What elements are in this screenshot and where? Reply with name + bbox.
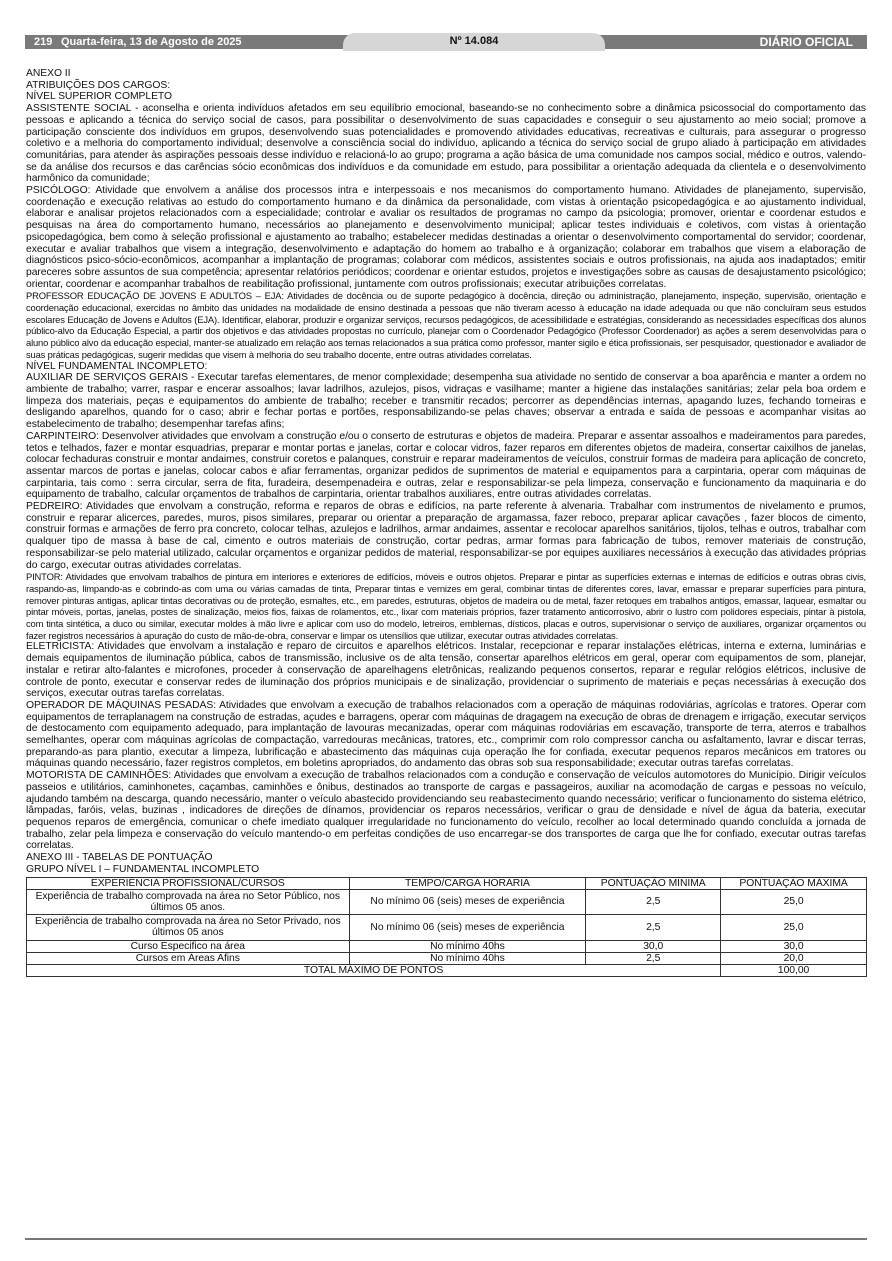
job-description-auxiliar-servicos-gerais: AUXILIAR DE SERVIÇOS GERAIS - Executar tarefas elementares, de menor complexidade; desempenha sua atividade no sentido de conservar a boa aparência e manter a ordem no ambiente de trabalho; varrer, raspar e encerar assoalhos; lavar ladrilhos, azulejos, pisos, vidraças e vasilhame; manter a higiene das instalações sanitárias; zelar pela boa ordem e limpeza dos materiais, peças e equipamentos do ambiente de trabalho; receber e transmitir recados; percorrer as dependências internas, apagando luzes, fechando torneiras e desligando aparelhos, quando for o caso; abrir e fechar portas e portões, responsabilizando-se pelas chaves; observar a entrada e saída de pessoas e acompanhar visitas ao estabelecimento de trabalho; desempenhar tarefas afins; (26, 372, 866, 431)
column-header: EXPERIÊNCIA PROFISSIONAL/CURSOS (27, 877, 350, 889)
table-cell: 25,0 (721, 889, 867, 914)
job-description-assistente-social: ASSISTENTE SOCIAL - aconselha e orienta indivíduos afetados em seu equilíbrio emocional, baseando-se no conhecimento sobre a dinâmica psicossocial do comportamento das pessoas e aplicando a técnica do serviço social de casos, para possibilitar o desenvolvimento de suas capacidades e conseguir o seu ajustamento ao meio social; promove a participação consciente dos indivíduos em grupos, desenvolvendo suas potencialidades e promovendo atividades educativas, recreativas e culturais, para assegurar o progresso coletivo e a melhoria do comportamento individual; desenvolve a consciência social do indivíduo, aplicando a técnica do serviço social de grupo aliado à participação em atividades comunitárias, para atender às aspirações pessoais desse indivíduo e relacioná-lo ao grupo; programa a ação básica de uma comunidade nos campos social, médico e outros, valendo-se da análise dos recursos e das carências sócio econômicas dos indivíduos e da comunidade em estudo, para possibilitar a orientação adequada da clientela e o desenvolvimento harmônico da comunidade; (26, 103, 866, 185)
table-row (27, 915, 867, 940)
level-heading-superior: NÍVEL SUPERIOR COMPLETO (26, 91, 172, 103)
table-cell: 2,5 (586, 952, 721, 964)
column-header: PONTUAÇÃO MÁXIMA (721, 877, 867, 889)
job-description-pedreiro: PEDREIRO: Atividades que envolvam a construção, reforma e reparos de obras e edifícios, na parte referente à alvenaria. Trabalhar com instrumentos de nivelamento e prumos, construir e reparar alicerces, paredes, muros, pisos similares, preparar ou orientar a preparação de argamassa, fazer reboco, preparar aplicar cavações , fazer blocos de cimento, construir formas e armações de ferro pra concreto, colocar telhas, azulejos e ladrilhos, armar andaimes, assentar e recolocar aparelhos sanitários, tijolos, telhas e outros, trabalhar com qualquer tipo de massa à base de cal, cimento e outros materiais de construção, cortar pedras, armar formas para fabricação de tubos, remover materiais de construção, responsabilizar-se pelo material utilizado, calcular orçamentos e organizar pedidos de material, responsabilizar-se por equipes auxiliares necessários à execução das atividades próprias do cargo, executar outras atividades correlatas. (26, 501, 866, 571)
table-cell: 2,5 (586, 915, 721, 940)
table-row (27, 940, 867, 952)
table-cell: 25,0 (721, 915, 867, 940)
annex3-heading: ANEXO III - TABELAS DE PONTUAÇÃO (26, 852, 213, 864)
section-title: ATRIBUIÇÕES DOS CARGOS: (26, 79, 171, 91)
column-header: PONTUAÇÃO MÍNIMA (586, 877, 721, 889)
publication-title: DIÁRIO OFICIAL (759, 35, 853, 49)
page-number: 219 (34, 36, 53, 48)
footer-rule (25, 1238, 867, 1240)
table-row (27, 952, 867, 964)
document-body (26, 68, 866, 977)
table-cell: 30,0 (721, 940, 867, 952)
total-label: TOTAL MÁXIMO DE PONTOS (27, 964, 721, 976)
job-description-operador-maquinas: OPERADOR DE MÁQUINAS PESADAS: Atividades que envolvam a execução de trabalhos relacionados com a operação de máquinas rodoviárias, agrícolas e tratores. Operar com equipamentos de terraplanagem na construção de estradas, açudes e barragens, operar com máquinas de dragagem na execução de obras de drenagem e irrigação, executar serviços de destocamento com equipamento adequado, para implantação de lavouras mecanizadas, operar com máquinas rodoviárias em escavação, transporte de terra, aterros e trabalhos semelhantes, operar com máquinas agrícolas de compactação, varredouras mecânicas, tratores, etc., comprimir com rolo compressor cancha ou asfaltamento, lavrar e discar terras, preparando-as para plantio, executar a limpeza, lubrificação e abastecimento das máquinas cuja operação lhe for confiada, executar pequenos reparos mecânicos em tratores ou máquinas quando necessário, fazer registros completos, em boletins apropriados, do andamento das obras sob sua responsabilidade; executar outras tarefas correlatas. (26, 699, 866, 770)
table-cell: Cursos em Áreas Afins (27, 952, 350, 964)
issue-date: Quarta-feira, 13 de Agosto de 2025 (61, 36, 242, 48)
level-heading-fundamental: NÍVEL FUNDAMENTAL INCOMPLETO: (26, 360, 208, 372)
edition-tab (343, 33, 605, 51)
table-cell: No mínimo 06 (seis) meses de experiência (349, 915, 586, 940)
table-row (27, 889, 867, 914)
page-header (25, 33, 867, 51)
job-description-professor-eja: PROFESSOR EDUCAÇÃO DE JOVENS E ADULTOS – EJA: Atividades de docência ou de suporte pedagógico à docência, direção ou administração, planejamento, inspeção, supervisão, orientação e coordenação educacional, exercidas no âmbito das unidades na modalidade de ensino destinada a pessoas que não tiveram acesso à educação na idade adequada ou que não concluíram seus estudos escolares Educação de Jovens e Adultos (EJA). Identificar, elaborar, produzir e organizar serviços, recursos pedagógicos, de acessibilidade e estratégias, considerando as necessidades específicas dos alunos público-alvo da Educação Especial, a partir dos objetivos e das atividades propostas no currículo, planejar com o Coordenador Pedagógico (Professor Coordenador) as ações a serem desenvolvidas para o aluno público alvo da educação especial, manter-se atualizado em relação aos temas relacionados a sua prática como professor, manter sigilo e ética profissionais, ser pesquisador, questionador e avaliador de suas práticas pedagógicas, sugerir medidas que visem à melhoria do seu trabalho docente, entre outras atividades correlatas. (26, 290, 866, 360)
job-description-psicologo: PSICÓLOGO: Atividade que envolvem a análise dos processos intra e interpessoais e nos mecanismos do comportamento humano. Atividades de planejamento, supervisão, coordenação e execução relativas ao estudo do comportamento humano e da dinâmica da personalidade, com vistas à orientação psicopedagógica e ao ajustamento individual, elaborar e analisar projetos relacionados com a especialidade; controlar e avaliar os resultados de programas no campo da psicologia; promover, orientar e coordenar estudos e pesquisas na área do comportamento humano, necessários ao planejamento e desenvolvimento municipal; aplicar testes individuais e coletivos, com vistas à orientação psicopedagógica, bem como à seleção profissional e ajustamento ao trabalho; estabelecer medidas destinadas a orientar o desenvolvimento comportamental do servidor; coordenar, executar e avaliar trabalhos que visem a integração, desenvolvimento e adaptação do homem ao trabalho e à organização; colaborar em trabalhos que visem a elaboração de diagnósticos psico-sócio-econômicos, acompanhar a implantação de programas; colaborar com médicos, assistentes sociais e outros profissionais, na ajuda aos inadaptados; emitir pareceres sobre assuntos de sua competência; apresentar relatórios periódicos; coordenar e orientar estudos, projetos e investigações sobre as causas de desajustamento psicológico; orientar, coordenar e acompanhar trabalhos de reabilitação profissional, juntamente com outros profissionais; executar atribuições correlatas. (26, 185, 866, 290)
job-description-pintor: PINTOR: Atividades que envolvam trabalhos de pintura em interiores e exteriores de edifícios, móveis e outros objetos. Preparar e pintar as superfícies externas e internas de edifícios e outras obras civis, raspando-as, limpando-as e cobrindo-as com uma ou várias camadas de tinta, Preparar tintas e vernizes em geral, combinar tintas de diferentes cores, lavar, emassar e preparar superfícies para pintura, remover pinturas antigas, aplicar tintas decorativas ou de proteção, esmaltes, etc., em paredes, estruturas, objetos de madeira ou de metal, fazer retoques em trabalhos antigos, emassar, laquear, esmaltar ou pintar móveis, portas, janelas, postes de sinalização, meios fios, faixas de rolamentos, etc., lixar com materiais próprios, fazer tratamento anticorrosivo, abrir o lustro com polidores especiais, pintar à pistola, com tinta sintética, a duco ou similar, executar moldes à mão livre e aplicar com uso do modelo, letreiros, emblemas, dísticos, placas e outros, supervisionar o serviço de auxiliares, organizar orçamentos ou fazer registros necessários à apuração do custo de mão-de-obra, conservar e limpar os utensílios que utilizar, executar outras atividades correlatas. (26, 571, 866, 641)
job-description-carpinteiro: CARPINTEIRO: Desenvolver atividades que envolvam a construção e/ou o conserto de estruturas e objetos de madeira. Preparar e assentar assoalhos e madeiramentos para paredes, tetos e telhados, fazer e montar esquadrias, preparar e montar portas e janelas, cortar e colocar vidros, fazer reparos em diferentes objetos de madeira, consertar caixilhos de janelas, colocar fechaduras construir e montar andaimes, construir coretos e palanques, construir e reparar madeiramentos de veículos, construir formas de madeira para aplicação de concreto, assentar marcos de portas e janelas, colocar cabos e afiar ferramentas, organizar pedidos de suprimentos de material e equipamentos para a carpintaria, operar com máquinas de carpintaria, tais como : serra circular, serra de fita, furadeira, desempenadeira e outras, zelar e responsabilizar-se pela limpeza, conservação e funcionamento da maquinaria e do equipamento de trabalho, calcular orçamentos de trabalhos de carpintaria, orientar trabalhos auxiliares, entre outras atividades correlatas. (26, 430, 866, 501)
annex-heading: ANEXO II (26, 68, 71, 79)
score-table (26, 877, 867, 978)
table-cell: 30,0 (586, 940, 721, 952)
table-cell: No mínimo 06 (seis) meses de experiência (349, 889, 586, 914)
table-header-row (27, 877, 867, 889)
column-header: TEMPO/CARGA HORÁRIA (349, 877, 586, 889)
table-total-row (27, 964, 867, 976)
table-cell: Experiência de trabalho comprovada na área no Setor Privado, nos últimos 05 anos (27, 915, 350, 940)
job-description-eletricista: ELETRICISTA: Atividades que envolvam a instalação e reparo de circuitos e aparelhos elétricos. Instalar, recepcionar e reparar instalações elétricas, interna e externa, luminárias e demais equipamentos de iluminação pública, cabos de transmissão, inclusive os de alta tensão, consertar aparelhos elétricos em geral, operar com equipamentos de som, planejar, instalar e retirar alto-falantes e microfones, proceder à conservação de aparelhagens eletrônicas, realizando pequenos consertos, reparar e regular relógios elétricos, inclusive de controle de ponto, executar e conservar redes de iluminação dos próprios municipais e de sinalização, providenciar o suprimento de materiais e peças necessárias à execução dos serviços, executar outras tarefas correlatas. (26, 641, 866, 700)
table-cell: No mínimo 40hs (349, 940, 586, 952)
table-cell: Experiência de trabalho comprovada na área no Setor Público, nos últimos 05 anos. (27, 889, 350, 914)
edition-number: Nº 14.084 (449, 35, 499, 47)
group-heading: GRUPO NÍVEL I – FUNDAMENTAL INCOMPLETO (26, 863, 260, 875)
total-value: 100,00 (721, 964, 867, 976)
table-cell: 2,5 (586, 889, 721, 914)
table-cell: Curso Especifico na área (27, 940, 350, 952)
job-description-motorista-caminhoes: MOTORISTA DE CAMINHÕES: Atividades que envolvam a execução de trabalhos relacionados com a condução e conservação de veículos automotores do Município. Dirigir veículos passeios e utilitários, caminhonetes, caçambas, caminhões e ônibus, destinados ao transporte de cargas e passageiros, auxiliar na acomodação de cargas e pessoas no veículo, ajudando também na descarga, quando necessário, manter o veículo abastecido providenciando seu reabastecimento quando necessário; verificar o funcionamento do sistema elétrico, lâmpadas, faróis, velas, buzinas , indicadores de direções de dínamos, providenciar os reparos necessários, verificar o grau de densidade e nível de água da bateria, executar pequenos reparos de emergência, comunicar o chefe imediato qualquer irregularidade no funcionamento do veículo, recolher ao local determinado quando concluída a jornada de trabalho, zelar pela limpeza e conservação do veículo mantendo-o em perfeitas condições de uso encarregar-se dos transportes de carga que lhe for confiado, executar outras tarefas correlatas. (26, 770, 866, 852)
table-cell: No mínimo 40hs (349, 952, 586, 964)
table-cell: 20,0 (721, 952, 867, 964)
